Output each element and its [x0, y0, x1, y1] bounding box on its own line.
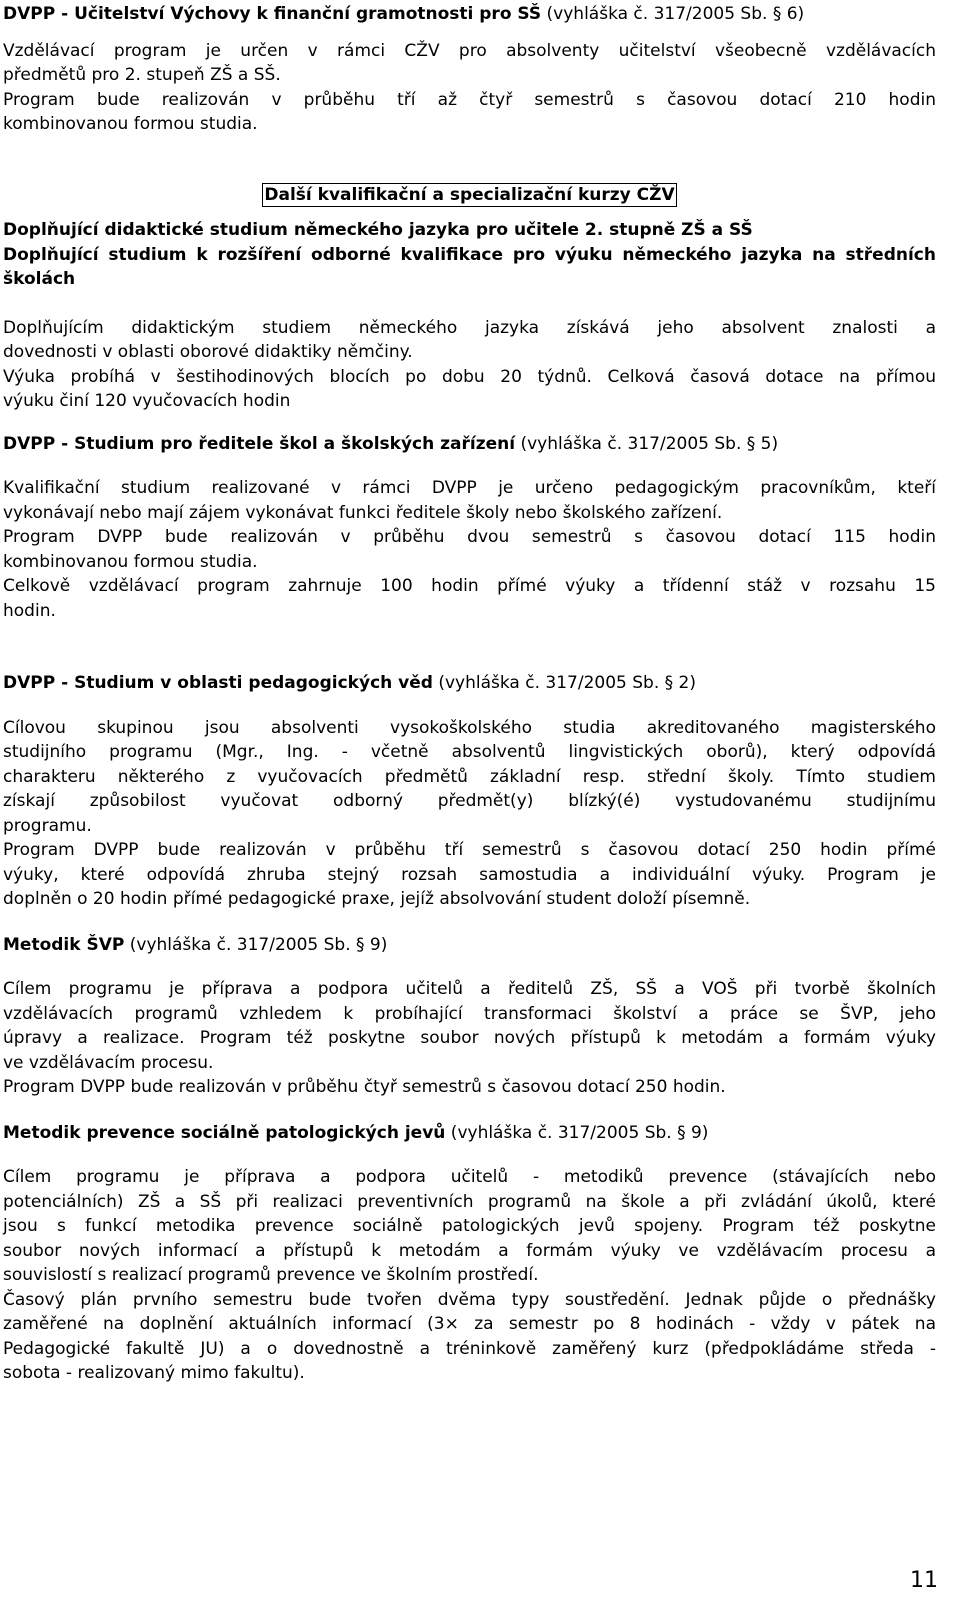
- paragraph-line: studijního programu (Mgr., Ing. - včetně absolventů lingvistických oborů), který odpovídá: [3, 742, 936, 762]
- paragraph-line: Program DVPP bude realizován v průběhu čtyř semestrů s časovou dotací 250 hodin.: [3, 1077, 726, 1097]
- section-title-financial-literacy: [3, 2, 936, 27]
- paragraph-line: Pedagogické fakultě JU) a o dovednostně a tréninkově zaměřený kurz (předpokládáme středa -: [3, 1338, 936, 1359]
- spacer: [3, 456, 936, 476]
- paragraph-line: zaměřené na doplnění aktuálních informací (3× za semestr po 8 hodinách - vždy v pátek na: [3, 1314, 936, 1334]
- paragraph-line: doplněn o 20 hodin přímé pedagogické praxe, jejíž absolvování student doloží písemně.: [3, 889, 751, 909]
- paragraph-line: potenciálních) ZŠ a SŠ při realizaci preventivních programů na škole a při zvládání úkolů, které: [3, 1191, 936, 1212]
- section-title-bold: DVPP - Studium pro ředitele škol a školských zařízení: [3, 433, 516, 454]
- section-title-directors: [3, 432, 936, 457]
- spacer: [3, 137, 936, 183]
- section-title-prevention-methodist: [3, 1121, 936, 1146]
- paragraph-line: Program DVPP bude realizován v průběhu tří semestrů s časovou dotací 250 hodin přímé: [3, 840, 936, 860]
- section-title-reference: (vyhláška č. 317/2005 Sb. § 9): [124, 934, 388, 955]
- spacer: [3, 27, 936, 39]
- paragraph-line: Cílem programu je příprava a podpora učitelů - metodiků prevence (stávajících nebo: [3, 1167, 936, 1187]
- paragraph-line: kombinovanou formou studia.: [3, 551, 258, 572]
- spacer: [3, 207, 936, 218]
- subheading-german-qualification-cont: školách: [3, 269, 76, 289]
- section-title-svp-methodist: [3, 933, 936, 958]
- paragraph-line: Celkově vzdělávací program zahrnuje 100 hodin přímé výuky a třídenní stáž v rozsahu 15: [3, 576, 936, 596]
- section-title-bold: Metodik ŠVP: [3, 934, 125, 955]
- paragraph-line: charakteru některého z vyučovacích předmětů základní resp. střední školy. Tímto studiem: [3, 766, 936, 787]
- paragraph-line: ve vzdělávacím procesu.: [3, 1052, 214, 1073]
- paragraph-line: vykonávají nebo mají zájem vykonávat funkci ředitele školy nebo školského zařízení.: [3, 502, 723, 523]
- paragraph-line: získají způsobilost vyučovat odborný předmět(y) blízký(é) vystudovanému studijnímu: [3, 791, 936, 811]
- spacer: [3, 1145, 936, 1165]
- heading-container: [3, 183, 936, 208]
- spacer: [3, 292, 936, 316]
- subheading-german-qualification: Doplňující studium k rozšíření odborné kvalifikace pro výuku německého jazyka na středních: [3, 244, 936, 265]
- section-title-pedagogical-sciences: [3, 671, 936, 696]
- page-number: 11: [910, 1568, 938, 1593]
- subheading-german-didactics: Doplňující didaktické studium německého jazyka pro učitele 2. stupně ZŠ a SŠ: [3, 220, 753, 240]
- paragraph-line: sobota - realizovaný mimo fakultu).: [3, 1363, 305, 1383]
- section-title-reference: (vyhláška č. 317/2005 Sb. § 5): [515, 433, 779, 454]
- paragraph-line: Časový plán prvního semestru bude tvořen dvěma typy soustředění. Jednak půjde o přednášky: [3, 1289, 936, 1310]
- paragraph-line: jsou s funkcí metodika prevence sociálně patologických jevů spojeny. Program též poskytne: [3, 1216, 936, 1236]
- section-title-reference: (vyhláška č. 317/2005 Sb. § 6): [541, 4, 805, 24]
- paragraph-line: kombinovanou formou studia.: [3, 114, 258, 134]
- paragraph-line: vzdělávacích programů vzhledem k probíhající transformaci školství a práce se ŠVP, jeho: [3, 1003, 936, 1024]
- paragraph-line: Program DVPP bude realizován v průběhu dvou semestrů s časovou dotací 115 hodin: [3, 527, 936, 547]
- paragraph-line: úpravy a realizace. Program též poskytne soubor nových přístupů k metodám a formám výuky: [3, 1028, 936, 1048]
- spacer: [3, 696, 936, 716]
- paragraph-line: dovednosti v oblasti oborové didaktiky němčiny.: [3, 342, 413, 362]
- paragraph-line: soubor nových informací a přístupů k metodám a formám výuky ve vzdělávacím procesu a: [3, 1240, 936, 1261]
- document-page: [3, 2, 936, 1386]
- paragraph-line: Cílovou skupinou jsou absolventi vysokoškolského studia akreditovaného magisterského: [3, 717, 936, 738]
- paragraph-line: Kvalifikační studium realizované v rámci DVPP je určeno pedagogickým pracovníkům, kteří: [3, 478, 936, 498]
- section-title-bold: DVPP - Učitelství Výchovy k finanční gramotnosti pro SŠ: [3, 4, 542, 24]
- spacer: [3, 912, 936, 933]
- spacer: [3, 1100, 936, 1121]
- spacer: [3, 623, 936, 671]
- section-title-bold: DVPP - Studium v oblasti pedagogických věd: [3, 673, 433, 693]
- paragraph-line: Výuka probíhá v šestihodinových blocích po dobu 20 týdnů. Celková časová dotace na přímou: [3, 366, 936, 387]
- paragraph-line: výuky, které odpovídá zhruba stejný rozsah samostudia a individuální výuky. Program je: [3, 864, 936, 885]
- spacer: [3, 414, 936, 432]
- section-title-reference: (vyhláška č. 317/2005 Sb. § 9): [445, 1122, 709, 1143]
- paragraph-line: programu.: [3, 815, 92, 836]
- paragraph-line: Doplňujícím didaktickým studiem německého jazyka získává jeho absolvent znalosti a: [3, 317, 936, 338]
- section-title-reference: (vyhláška č. 317/2005 Sb. § 2): [432, 673, 696, 693]
- spacer: [3, 957, 936, 977]
- paragraph-line: hodin.: [3, 600, 56, 621]
- section-title-bold: Metodik prevence sociálně patologických jevů: [3, 1122, 446, 1143]
- paragraph-line: výuku činí 120 vyučovacích hodin: [3, 391, 291, 411]
- paragraph-line: Vzdělávací program je určen v rámci CŽV pro absolventy učitelství všeobecně vzdělávacích: [3, 40, 936, 61]
- paragraph-line: souvislostí s realizací programů prevence ve školním prostředí.: [3, 1265, 539, 1285]
- paragraph-line: Program bude realizován v průběhu tří až čtyř semestrů s časovou dotací 210 hodin: [3, 89, 936, 110]
- paragraph-line: Cílem programu je příprava a podpora učitelů a ředitelů ZŠ, SŠ a VOŠ při tvorbě školních: [3, 979, 936, 999]
- paragraph-line: předmětů pro 2. stupeň ZŠ a SŠ.: [3, 65, 281, 85]
- boxed-heading-further-courses: Další kvalifikační a specializační kurzy CŽV: [264, 184, 675, 205]
